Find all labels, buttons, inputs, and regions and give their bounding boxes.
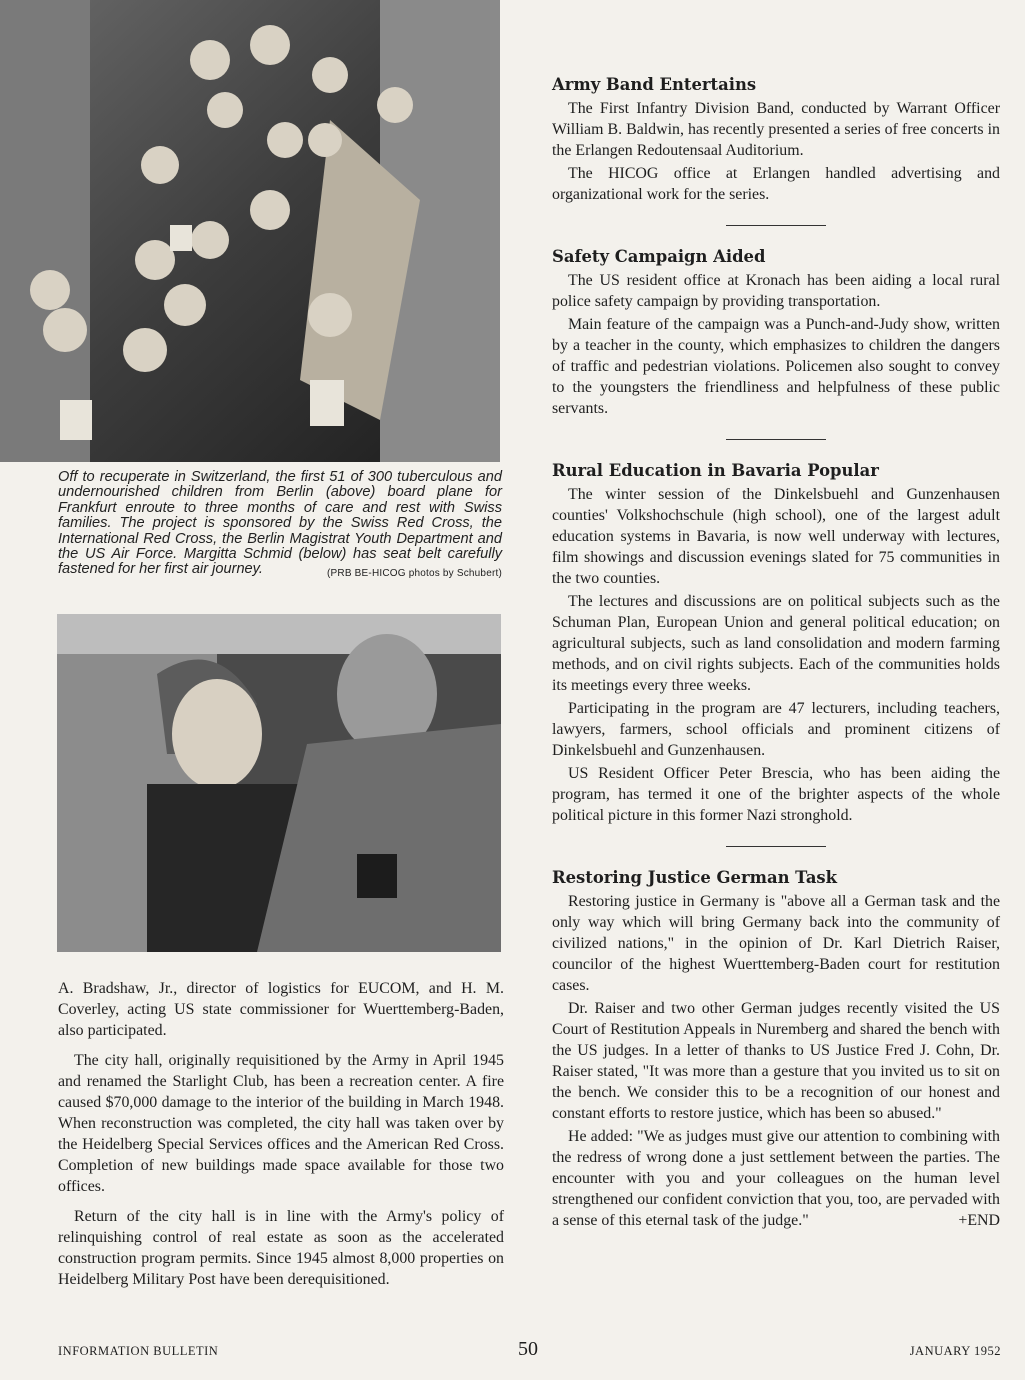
divider: [726, 439, 826, 440]
footer-date: JANUARY 1952: [909, 1344, 1001, 1358]
section-rural-education: [552, 460, 1000, 826]
section-heading: Safety Campaign Aided: [552, 247, 766, 266]
paragraph: The city hall, originally requisitioned by the Army in April 1945 and renamed the Starlight Club, has been a recreation center. A fire caused $70,000 damage to the interior of the building in March 1948. When reconstruction was completed, the city hall was taken over by the Heidelberg Special Services offices and the American Red Cross. Completion of new buildings made space available for those two offices.: [58, 1052, 504, 1195]
paragraph: US Resident Officer Peter Brescia, who has been aiding the program, has termed it one of the brighter aspects of the whole political picture in this former Nazi stronghold.: [552, 765, 1000, 824]
divider: [726, 846, 826, 847]
paragraph: The First Infantry Division Band, conducted by Warrant Officer William B. Baldwin, has recently presented a series of free concerts in the Erlangen Redoutensaal Auditorium.: [552, 100, 1000, 159]
section-heading: Rural Education in Bavaria Popular: [552, 461, 879, 480]
caption-text: Off to recuperate in Switzerland, the first 51 of 300 tuberculous and undernourished children from Berlin (above) board plane for Frankfurt enroute to three months of care and rest with Swiss families. The project is sponsored by the Swiss Red Cross, the International Red Cross, the Berlin Magistrat Youth Department and the US Air Force. Margitta Schmid (below) has seat belt carefully fastened for her first air journey.: [58, 469, 502, 578]
paragraph: The HICOG office at Erlangen handled advertising and organizational work for the series.: [552, 165, 1000, 203]
section-heading: Restoring Justice German Task: [552, 868, 838, 887]
paragraph: Main feature of the campaign was a Punch-and-Judy show, written by a teacher in the county, which emphasizes to children the dangers of traffic and pedestrian violations. Policemen also sought to convey to the youngsters the friendliness and helpfulness of these public servants.: [552, 316, 1000, 417]
paragraph: Restoring justice in Germany is "above all a German task and the only way which will bring Germany back into the community of civilized nations," in the opinion of Dr. Karl Dietrich Raiser, councilor of the highest Wuerttemberg-Baden court for restitution cases.: [552, 893, 1000, 994]
footer-publication: INFORMATION BULLETIN: [58, 1344, 219, 1358]
paragraph: The winter session of the Dinkelsbuehl and Gunzenhausen counties' Volkshochschule (high school), one of the largest adult education systems in Bavaria, is now well underway with lectures, film showings and discussion evenings slated for 75 communities in the two counties.: [552, 486, 1000, 587]
paragraph: Return of the city hall is in line with the Army's policy of relinquishing control of real estate as soon as the accelerated construction program permits. Since 1945 almost 8,000 properties on Heidelberg Military Post have been derequisitioned.: [58, 1208, 504, 1288]
section-heading: Army Band Entertains: [552, 75, 757, 94]
photo-children-boarding-plane: [0, 0, 500, 462]
photo-girl-seat-belt: [57, 614, 501, 952]
photo-caption: [58, 470, 502, 582]
paragraph: [552, 1126, 1000, 1231]
divider: [726, 225, 826, 226]
paragraph: Participating in the program are 47 lecturers, including teachers, lawyers, farmers, school officials and prominent citizens of Dinkelsbuehl and Gunzenhausen.: [552, 700, 1000, 759]
paragraph: The US resident office at Kronach has been aiding a local rural police safety campaign by providing transportation.: [552, 272, 1000, 310]
paragraph: A. Bradshaw, Jr., director of logistics for EUCOM, and H. M. Coverley, acting US state commissioner for Wuerttemberg-Baden, also participated.: [58, 980, 504, 1039]
page-number: 50: [518, 1338, 538, 1360]
paragraph: Dr. Raiser and two other German judges recently visited the US Court of Restitution Appeals in Nuremberg and shared the bench with the US judges. In a letter of thanks to US Justice Fred J. Cohn, Dr. Raiser stated, "It was more than a gesture that you invited us to sit on the bench. We consider this to be a recognition of our honest and constant efforts to restore justice, which has been so abused.": [552, 1000, 1000, 1122]
end-mark: +END: [958, 1212, 1000, 1229]
section-army-band: [552, 74, 1000, 205]
photo-credit: (PRB BE-HICOG photos by Schubert): [327, 568, 502, 580]
section-safety-campaign: [552, 246, 1000, 419]
paragraph-text: He added: "We as judges must give our attention to combining with the redress of wrong done a just settlement between the parties. The encounter with you and your colleagues on the human level strengthened our confident conviction that you, too, are pervaded with a sense of this eternal task of the judge.": [552, 1128, 1000, 1229]
paragraph: The lectures and discussions are on political subjects such as the Schuman Plan, European Union and general political education; on agricultural subjects, such as land consolidation and modern farming methods, and on civil rights subjects. Each of the communities holds its meetings every three weeks.: [552, 593, 1000, 694]
section-restoring-justice: [552, 867, 1000, 1231]
right-column-articles: [552, 74, 1000, 1233]
left-column-article: [58, 978, 504, 1299]
